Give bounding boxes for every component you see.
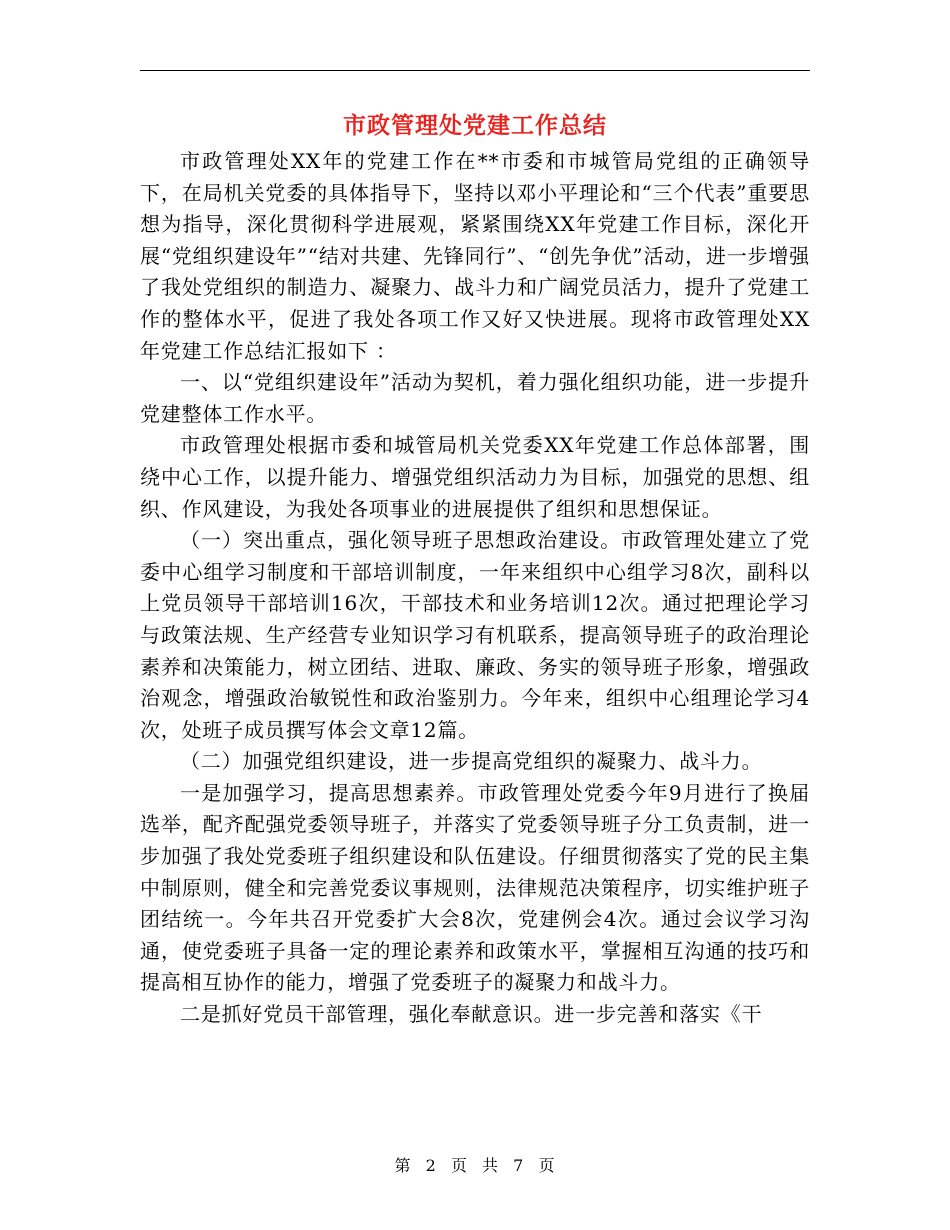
- paragraph-point-1: 一是加强学习，提高思想素养。市政管理处党委今年9月进行了换届选举，配齐配强党委领导班子，并落实了党委领导班子分工负责制，进一步加强了我处党委班子组织建设和队伍建设。仔细贯彻落实了党的民主集中制原则，健全和完善党委议事规则，法律规范决策程序，切实维护班子团结统一。今年共召开党委扩大会8次，党建例会4次。通过会议学习沟通，使党委班子具备一定的理论素养和政策水平，掌握相互沟通的技巧和提高相互协作的能力，增强了党委班子的凝聚力和战斗力。: [140, 780, 810, 995]
- footer-label-ye-2: 页: [538, 1156, 556, 1175]
- document-body: [140, 146, 810, 1031]
- paragraph-point-2: 二是抓好党员干部管理，强化奉献意识。进一步完善和落实《干: [180, 1002, 763, 1027]
- paragraph-subsection-1: （一）突出重点，强化领导班子思想政治建设。市政管理处建立了党委中心组学习制度和干部培训制度，一年来组织中心组学习8次，副科以上党员领导干部培训16次，干部技术和业务培训12次。通过把理论学习与政策法规、生产经营专业知识学习有机联系，提高领导班子的政治理论素养和决策能力，树立团结、进取、廉政、务实的领导班子形象，增强政治观念，增强政治敏锐性和政治鉴别力。今年来，组织中心组理论学习4次，处班子成员撰写体会文章12篇。: [140, 528, 810, 742]
- footer-current-page: 2: [425, 1156, 437, 1175]
- header-rule: [140, 70, 810, 71]
- footer-label-total: 共: [482, 1156, 500, 1175]
- document-title: 市政管理处党建工作总结: [343, 112, 607, 139]
- paragraph-section-1-heading: 一、以“党组织建设年”活动为契机，着力强化组织功能，进一步提升党建整体工作水平。: [140, 370, 810, 426]
- paragraph-intro: 市政管理处XX年的党建工作在**市委和市城管局党组的正确领导下，在局机关党委的具体指导下，坚持以邓小平理论和“三个代表”重要思想为指导，深化贯彻科学进展观，紧紧围绕XX年党建工作目标，深化开展“党组织建设年”“结对共建、先锋同行”、“创先争优”活动，进一步增强了我处党组织的制造力、凝聚力、战斗力和广阔党员活力，提升了党建工作的整体水平，促进了我处各项工作又好又快进展。现将市政管理处XX年党建工作总结汇报如下 ：: [140, 149, 810, 363]
- paragraph-section-1-body: 市政管理处根据市委和城管局机关党委XX年党建工作总体部署，围绕中心工作，以提升能力、增强党组织活动力为目标，加强党的思想、组织、作风建设，为我处各项事业的进展提供了组织和思想保证。: [140, 433, 810, 521]
- footer-label-ye: 页: [450, 1156, 468, 1175]
- footer-total-pages: 7: [513, 1156, 525, 1175]
- paragraph-subsection-2-heading: （二）加强党组织建设，进一步提高党组织的凝聚力、战斗力。: [180, 749, 763, 774]
- page-footer: [140, 1156, 810, 1176]
- footer-label-page: 第: [394, 1156, 412, 1175]
